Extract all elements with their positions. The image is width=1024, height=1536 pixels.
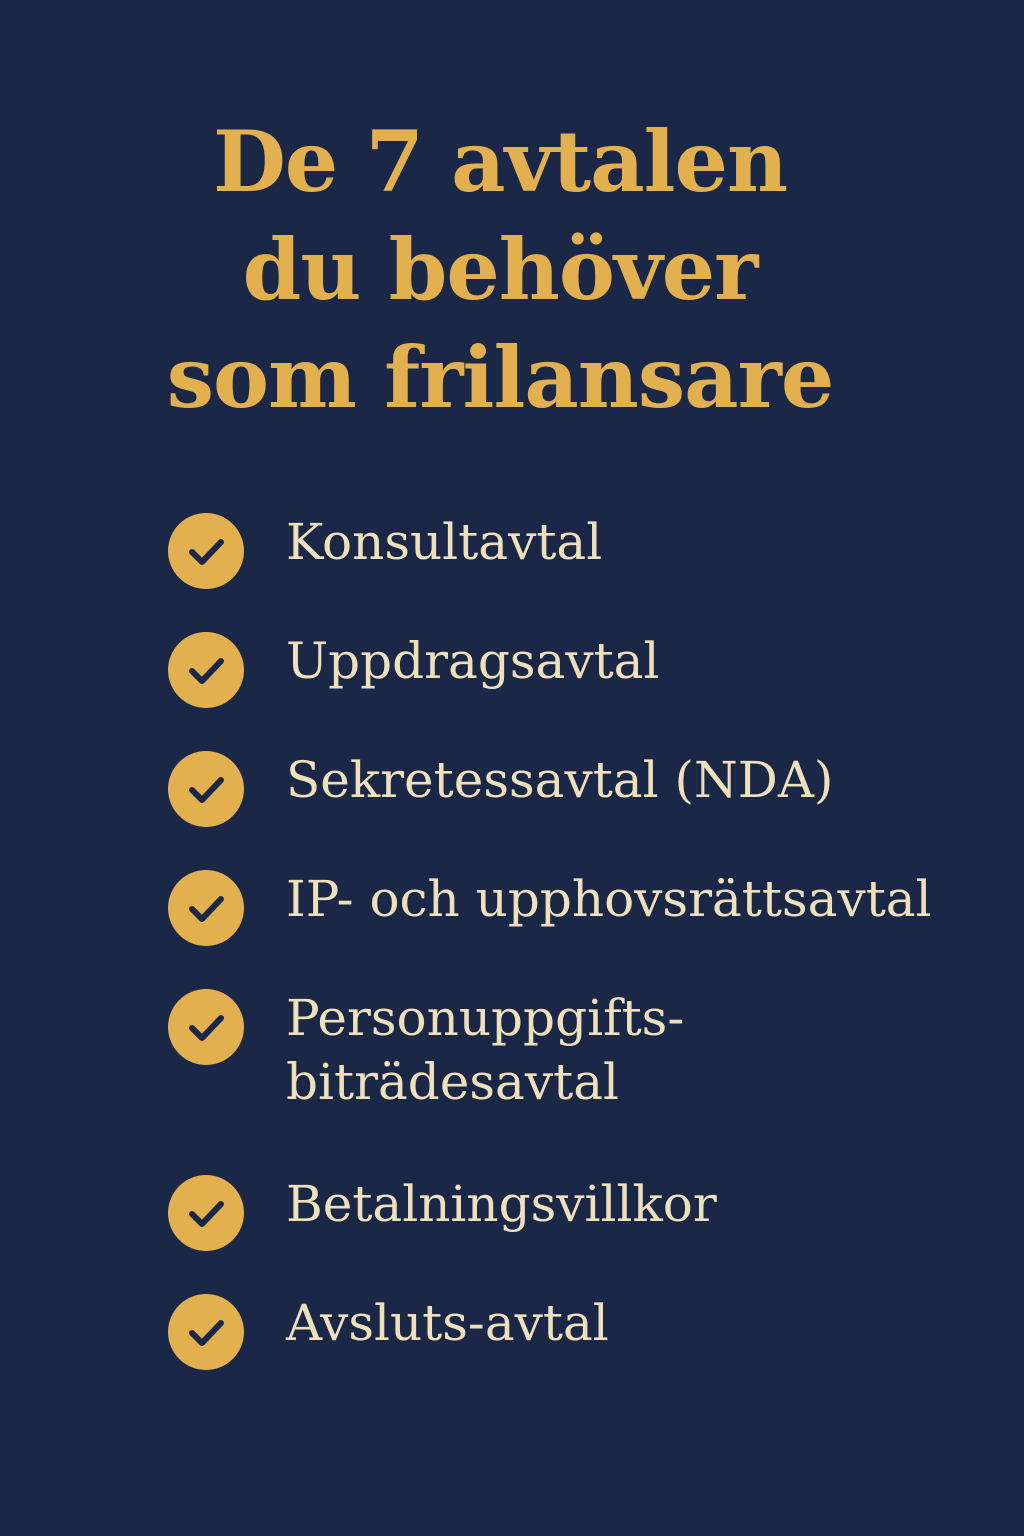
check-circle-icon (168, 1294, 244, 1370)
check-circle-icon (168, 632, 244, 708)
list-item-betalningsvillkor (168, 1171, 988, 1286)
list-item-label: Konsultavtal (286, 513, 603, 571)
list-item-konsultavtal (168, 509, 988, 624)
list-item-avslutsavtal (168, 1290, 988, 1405)
list-item-label: Betalningsvillkor (286, 1175, 717, 1233)
list-item-uppdragsavtal (168, 628, 988, 743)
list-item-ip-upphovsratt (168, 866, 988, 981)
list-item-label-line-2: biträdesavtal (286, 1053, 620, 1111)
title-line-3: som frilansare (166, 328, 834, 427)
list-item-sekretessavtal (168, 747, 988, 862)
check-circle-icon (168, 870, 244, 946)
list-item-label: IP- och upphovsrättsavtal (286, 870, 932, 928)
title-line-2: du behöver (242, 220, 758, 319)
check-circle-icon (168, 513, 244, 589)
page-title (0, 108, 1000, 432)
title-line-1: De 7 avtalen (212, 112, 788, 211)
check-circle-icon (168, 751, 244, 827)
list-item-label: Avsluts-avtal (286, 1294, 609, 1352)
list-item-label-line-1: Personuppgifts- (286, 989, 685, 1047)
list-item-personuppgiftsbitradesavtal (168, 985, 988, 1167)
list-item-label: Sekretessavtal (NDA) (286, 751, 834, 809)
check-circle-icon (168, 1175, 244, 1251)
check-circle-icon (168, 989, 244, 1065)
agreement-checklist (168, 505, 988, 1405)
list-item-label: Uppdragsavtal (286, 632, 660, 690)
